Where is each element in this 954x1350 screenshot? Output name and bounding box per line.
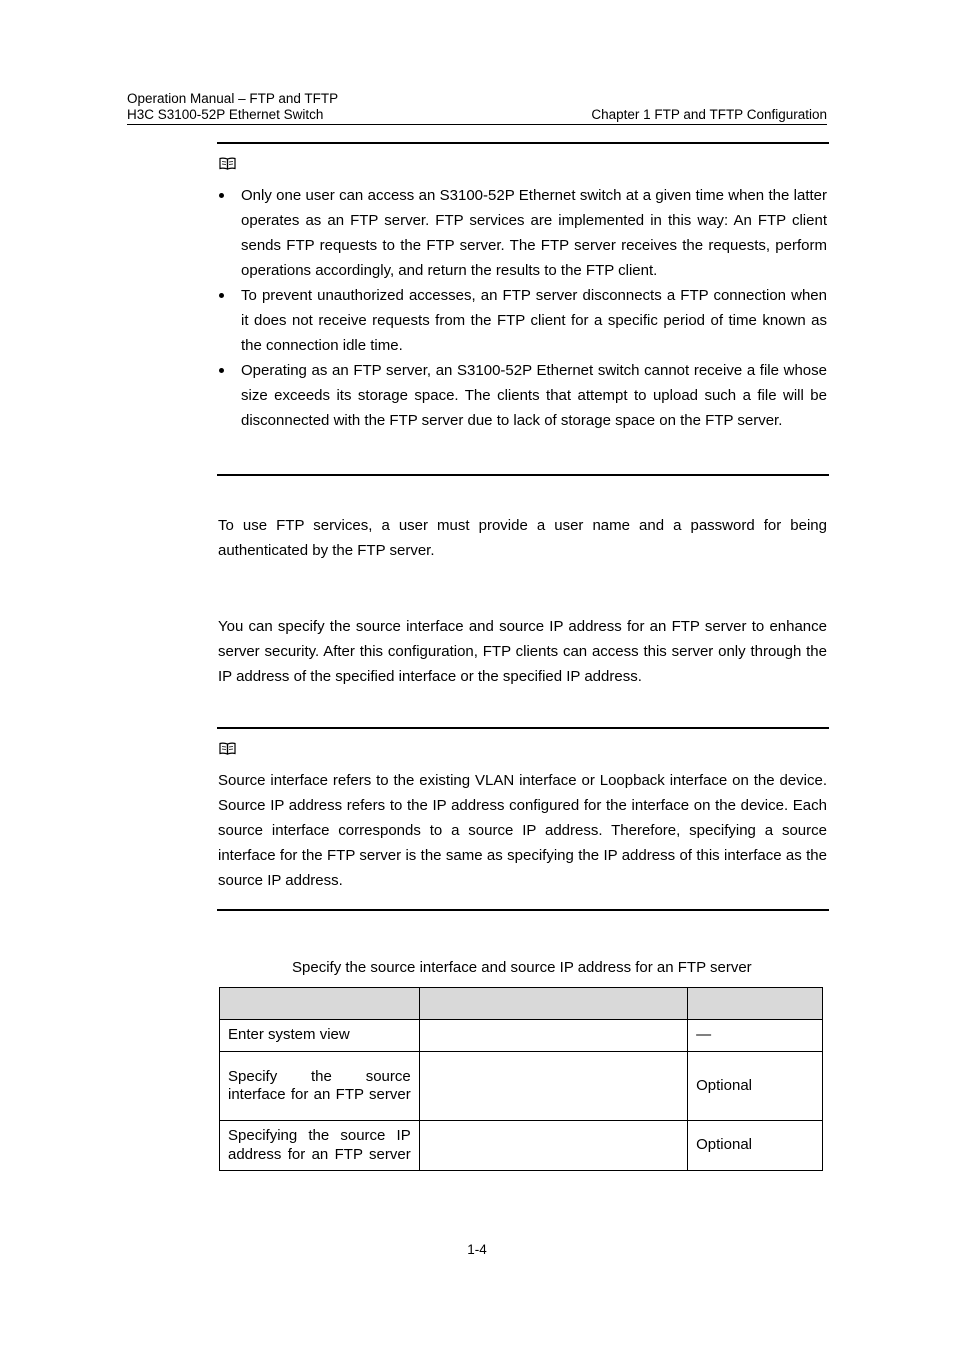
table-cell-command (419, 1020, 687, 1052)
table-header-cell (419, 988, 687, 1020)
table-caption: Specify the source interface and source IP address for an FTP server (292, 959, 752, 976)
note2-bottom-rule (217, 909, 829, 911)
note1-bullet-2: To prevent unauthorized accesses, an FTP server disconnects a FTP connection when it does not receive requests from the FTP client for a specific period of time known as the connection idle time. (241, 287, 827, 354)
table-cell-command (419, 1052, 687, 1121)
table-row (220, 1052, 823, 1121)
table-cell-operation: Specifying the source IP address for an FTP server (220, 1121, 420, 1171)
bullet-dot (219, 193, 224, 198)
table-header-row (220, 988, 823, 1020)
table-row (220, 1121, 823, 1171)
header-rule (127, 124, 827, 125)
table-header-cell (688, 988, 823, 1020)
table-header-cell (220, 988, 420, 1020)
paragraph-authentication: To use FTP services, a user must provide a user name and a password for being authenticated by the FTP server. (218, 517, 827, 559)
configuration-table (219, 987, 823, 1171)
book-icon (219, 157, 236, 170)
table-cell-remarks: Optional (688, 1052, 823, 1121)
note2-text: Source interface refers to the existing VLAN interface or Loopback interface on the device. Source IP address refers to the IP address configured for the interface on the device. Each source interface corresponds to a source IP address. Therefore, specifying a source interface for the FTP server is the same as specifying the IP address of this interface as the source IP address. (218, 772, 827, 889)
note1-bullet-1: Only one user can access an S3100-52P Ethernet switch at a given time when the latter operates as an FTP server. FTP services are implemented in this way: An FTP client sends FTP requests to the FTP server. The FTP server receives the requests, perform operations accordingly, and return the results to the FTP client. (241, 187, 827, 279)
table-cell-operation: Specify the source interface for an FTP server (220, 1052, 420, 1121)
note1-top-rule (217, 142, 829, 144)
note1-bottom-rule (217, 474, 829, 476)
bullet-dot (219, 293, 224, 298)
paragraph-source-interface: You can specify the source interface and source IP address for an FTP server to enhance server security. After this configuration, FTP clients can access this server only through the IP address of the specified interface or the specified IP address. (218, 618, 827, 685)
page-number: 1-4 (467, 1242, 487, 1257)
table-cell-remarks: Optional (688, 1121, 823, 1171)
book-icon (219, 742, 236, 755)
manual-title: Operation Manual – FTP and TFTP (127, 91, 339, 106)
note2-top-rule (217, 727, 829, 729)
table-cell-operation: Enter system view (220, 1020, 420, 1052)
chapter-title: Chapter 1 FTP and TFTP Configuration (591, 107, 827, 122)
table-row (220, 1020, 823, 1052)
note1-bullet-3: Operating as an FTP server, an S3100-52P Ethernet switch cannot receive a file whose size exceeds its storage space. The clients that attempt to upload such a file will be disconnected with the FTP server due to lack of storage space on the FTP server. (241, 362, 827, 429)
bullet-dot (219, 368, 224, 373)
product-name: H3C S3100-52P Ethernet Switch (127, 107, 324, 122)
table-cell-command (419, 1121, 687, 1171)
table-cell-remarks: — (688, 1020, 823, 1052)
